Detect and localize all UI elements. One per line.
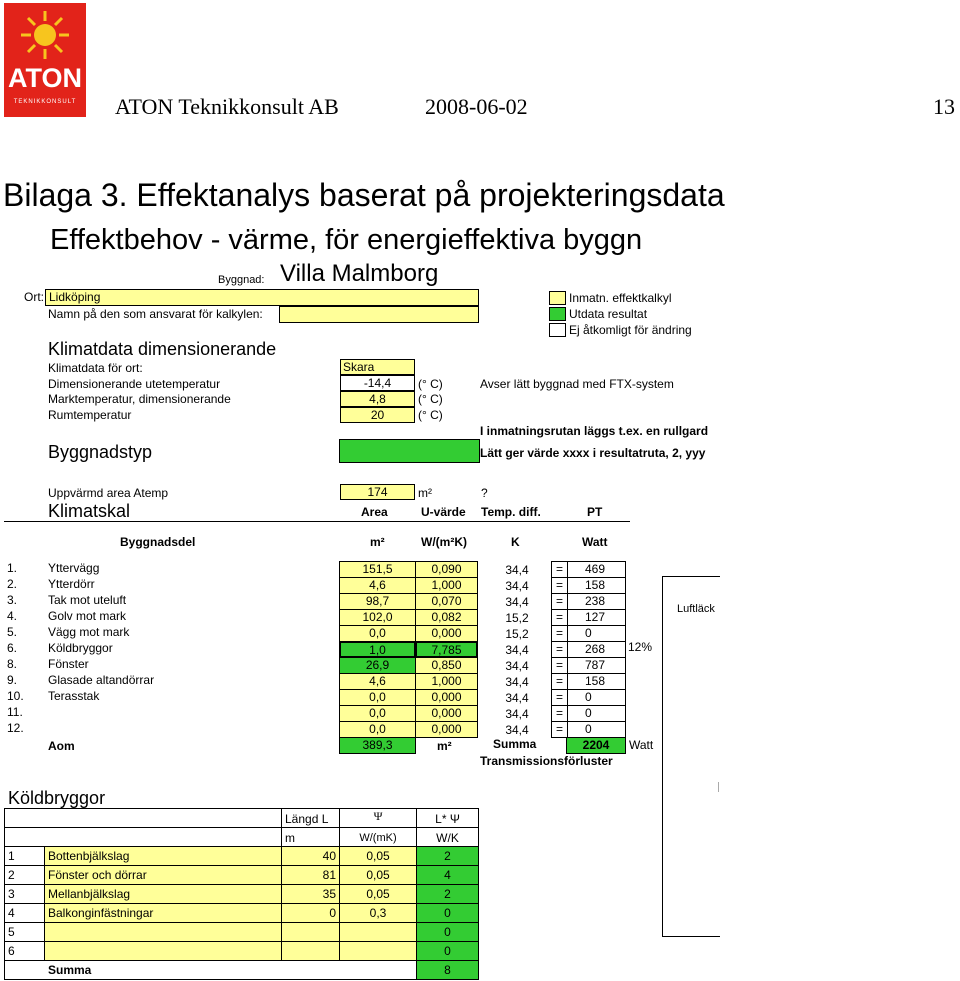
ort-input[interactable] <box>45 289 479 306</box>
kb-row-lpsi: 4 <box>416 865 479 885</box>
company-name: ATON Teknikkonsult AB <box>115 94 339 119</box>
kb-unit-blank <box>4 827 282 847</box>
page-title: Bilaga 3. Effektanalys baserat på projekteringsdata <box>3 177 725 213</box>
ks-row-u: 7,785 <box>415 641 478 658</box>
kb-row-nr: 6 <box>4 941 45 961</box>
ks-row-name: Golv mot mark <box>48 609 127 623</box>
ks-row-eq: = <box>551 593 568 610</box>
ks-row-eq: = <box>551 641 568 658</box>
legend-swatch-locked <box>549 323 566 337</box>
ks-row-u[interactable]: 0,000 <box>415 721 478 738</box>
sub-byggnadsdel: Byggnadsdel <box>120 535 196 549</box>
ks-row-nr: 12. <box>7 721 24 735</box>
byggnadstyp-output <box>339 439 480 463</box>
ks-row-nr: 8. <box>7 657 18 671</box>
ks-row-name: Fönster <box>48 657 89 671</box>
ks-row-area[interactable]: 0,0 <box>339 721 416 738</box>
klimat-ort-label: Klimatdata för ort: <box>48 361 143 375</box>
kb-unit-wk: W/K <box>416 827 479 847</box>
summa-label: Summa <box>493 737 537 751</box>
ks-row-nr: 3. <box>7 593 18 607</box>
ks-row-pt: 268 <box>567 641 626 658</box>
ks-row-eq: = <box>551 577 568 594</box>
logo-subtext: TEKNIKKONSULT <box>13 99 77 105</box>
ks-row-temp: 15,2 <box>505 627 529 641</box>
koldbryggor-heading: Köldbryggor <box>8 788 106 808</box>
sub-k: K <box>511 535 520 549</box>
ks-row-name: Tak mot uteluft <box>48 593 127 607</box>
ks-row-pt: 127 <box>567 609 626 626</box>
byggnadstyp-label: Byggnadstyp <box>48 442 153 462</box>
ks-row-temp: 34,4 <box>505 707 529 721</box>
kb-summa-label: Summa <box>48 963 92 977</box>
kb-row-name[interactable]: Balkonginfästningar <box>44 903 282 923</box>
klimat-ort-value: Skara <box>343 360 375 374</box>
marktemp-input[interactable]: 4,8 <box>340 391 415 407</box>
kb-row-psi[interactable] <box>339 941 417 961</box>
kb-row-length[interactable]: 0 <box>281 903 340 923</box>
ks-row-area: 26,9 <box>339 657 416 674</box>
ks-row-area[interactable]: 151,5 <box>339 561 416 578</box>
ks-row-eq: = <box>551 561 568 578</box>
kb-row-length[interactable]: 40 <box>281 846 340 866</box>
ks-row-name: Köldbryggor <box>48 641 113 655</box>
ks-row-pt: 0 <box>567 625 626 642</box>
luftlack-panel <box>662 576 720 937</box>
luftlack-label: Luftläck <box>677 603 715 615</box>
rumtemp-label: Rumtemperatur <box>48 408 132 422</box>
kb-row-lpsi: 0 <box>416 941 479 961</box>
ks-row-eq: = <box>551 625 568 642</box>
ks-row-nr: 5. <box>7 625 18 639</box>
sub-watt: Watt <box>582 535 608 549</box>
col-area: Area <box>361 505 388 519</box>
kb-head-psi: Ψ <box>339 808 417 828</box>
ks-row-pt: 0 <box>567 705 626 722</box>
kb-row-psi[interactable] <box>339 922 417 942</box>
ort-value: Lidköping <box>49 290 101 304</box>
ks-row-nr: 10. <box>7 689 24 703</box>
koldbrygga-percent: 12% <box>628 640 653 654</box>
marktemp-unit: (° C) <box>418 392 443 406</box>
note-line-1: I inmatningsrutan läggs t.ex. en rullgard <box>480 424 709 438</box>
klimatdata-heading: Klimatdata dimensionerande <box>48 339 277 359</box>
ks-row-temp: 34,4 <box>505 691 529 705</box>
ks-row-temp: 34,4 <box>505 659 529 673</box>
kb-row-name[interactable]: Bottenbjälkslag <box>44 846 282 866</box>
sun-icon <box>4 5 86 65</box>
col-u: U-värde <box>421 505 466 519</box>
page-subtitle: Effektbehov - värme, för energieffektiva byggn <box>50 224 643 256</box>
ks-row-pt: 158 <box>567 577 626 594</box>
legend-swatch-input <box>549 291 566 305</box>
utetemp-value: -14,4 <box>340 375 415 391</box>
kb-row-nr: 4 <box>4 903 45 923</box>
ks-row-temp: 34,4 <box>505 675 529 689</box>
ks-row-nr: 6. <box>7 641 18 655</box>
ks-row-area[interactable]: 4,6 <box>339 577 416 594</box>
ks-row-eq: = <box>551 705 568 722</box>
ort-label: Ort: <box>24 290 44 304</box>
kb-row-name[interactable]: Fönster och dörrar <box>44 865 282 885</box>
kb-row-nr: 2 <box>4 865 45 885</box>
ks-row-name: Ytterdörr <box>48 577 95 591</box>
ks-row-area[interactable]: 102,0 <box>339 609 416 626</box>
ks-row-u[interactable]: 0,850 <box>415 657 478 674</box>
ks-row-nr: 9. <box>7 673 18 687</box>
ks-row-eq: = <box>551 721 568 738</box>
ks-row-eq: = <box>551 673 568 690</box>
company-logo <box>4 3 86 117</box>
ks-row-pt: 0 <box>567 721 626 738</box>
kb-row-length[interactable]: 81 <box>281 865 340 885</box>
kb-row-lpsi: 2 <box>416 884 479 904</box>
kb-head-lpsi: L* Ψ <box>416 808 479 828</box>
ks-row-nr: 4. <box>7 609 18 623</box>
logo-text: ATON <box>8 63 82 93</box>
kb-row-psi[interactable]: 0,3 <box>339 903 417 923</box>
ks-row-name: Yttervägg <box>48 561 100 575</box>
ansvarig-input[interactable] <box>279 306 479 323</box>
col-temp: Temp. diff. <box>481 505 541 519</box>
ks-row-temp: 34,4 <box>505 643 529 657</box>
rumtemp-unit: (° C) <box>418 408 443 422</box>
col-pt: PT <box>587 505 603 519</box>
kb-row-nr: 5 <box>4 922 45 942</box>
ks-row-u[interactable]: 0,082 <box>415 609 478 626</box>
kb-row-name[interactable] <box>44 922 282 942</box>
aom-label: Aom <box>48 739 75 753</box>
klimatskal-underline <box>4 521 630 522</box>
ks-row-area[interactable]: 4,6 <box>339 673 416 690</box>
kb-unit-wmk: W/(mK) <box>339 827 417 847</box>
ks-row-pt: 158 <box>567 673 626 690</box>
byggnad-value[interactable]: Villa Malmborg <box>280 260 439 287</box>
note-line-2: Lätt ger värde xxxx i resultatruta, 2, yyy <box>480 446 706 460</box>
ks-row-u[interactable]: 0,090 <box>415 561 478 578</box>
legend-label-output: Utdata resultat <box>569 307 648 321</box>
ks-row-pt: 469 <box>567 561 626 578</box>
ks-row-temp: 34,4 <box>505 723 529 737</box>
kb-row-length[interactable]: 35 <box>281 884 340 904</box>
aom-value: 389,3 <box>339 737 416 754</box>
ks-row-name: Terasstak <box>48 689 100 703</box>
atemp-unit: m² <box>418 486 432 500</box>
aom-unit: m² <box>437 739 452 753</box>
ks-row-eq: = <box>551 689 568 706</box>
page-number: 13 <box>933 94 955 119</box>
ks-row-area[interactable]: 0,0 <box>339 625 416 642</box>
ks-row-pt: 238 <box>567 593 626 610</box>
kb-row-name[interactable]: Mellanbjälkslag <box>44 884 282 904</box>
ks-row-temp: 34,4 <box>505 579 529 593</box>
klimat-note: Avser lätt byggnad med FTX-system <box>480 377 674 391</box>
ansvarig-label: Namn på den som ansvarat för kalkylen: <box>48 307 263 321</box>
ks-row-area[interactable]: 0,0 <box>339 689 416 706</box>
divider-mark <box>718 782 719 792</box>
kb-row-length[interactable] <box>281 922 340 942</box>
summa-unit: Watt <box>629 738 654 752</box>
header-date: 2008-06-02 <box>425 94 528 119</box>
ks-row-area: 1,0 <box>339 641 416 658</box>
atemp-label: Uppvärmd area Atemp <box>48 486 169 500</box>
ks-row-u[interactable]: 1,000 <box>415 673 478 690</box>
kb-row-name[interactable] <box>44 941 282 961</box>
kb-row-nr: 3 <box>4 884 45 904</box>
ks-row-nr: 2. <box>7 577 18 591</box>
ks-row-area[interactable]: 98,7 <box>339 593 416 610</box>
ks-row-name: Vägg mot mark <box>48 625 130 639</box>
ks-row-nr: 11. <box>7 705 23 719</box>
ks-row-u[interactable]: 0,000 <box>415 625 478 642</box>
klimatskal-heading: Klimatskal <box>48 501 131 521</box>
kb-row-lpsi: 0 <box>416 922 479 942</box>
sub-m2: m² <box>370 535 385 549</box>
summa-value: 2204 <box>566 737 626 754</box>
byggnad-label: Byggnad: <box>218 274 265 286</box>
ks-row-temp: 15,2 <box>505 611 529 625</box>
transmission-label: Transmissionsförluster <box>480 754 613 768</box>
ks-row-area[interactable]: 0,0 <box>339 705 416 722</box>
ks-row-nr: 1. <box>7 561 18 575</box>
sub-wm2k: W/(m²K) <box>421 535 467 549</box>
legend-swatch-output <box>549 307 566 321</box>
kb-row-lpsi: 2 <box>416 846 479 866</box>
ks-row-pt: 0 <box>567 689 626 706</box>
ks-row-u[interactable]: 0,070 <box>415 593 478 610</box>
ks-row-u[interactable]: 0,000 <box>415 705 478 722</box>
kb-head-blank <box>4 808 282 828</box>
rumtemp-input[interactable]: 20 <box>340 407 415 423</box>
marktemp-label: Marktemperatur, dimensionerande <box>48 392 231 406</box>
kb-row-length[interactable] <box>281 941 340 961</box>
atemp-input[interactable]: 174 <box>340 484 415 500</box>
atemp-question: ? <box>481 486 488 500</box>
ks-row-eq: = <box>551 657 568 674</box>
ks-row-temp: 34,4 <box>505 563 529 577</box>
kb-summa-value: 8 <box>416 960 479 980</box>
kb-row-nr: 1 <box>4 846 45 866</box>
legend-label-locked: Ej åtkomligt för ändring <box>569 323 692 337</box>
utetemp-unit: (° C) <box>418 377 443 391</box>
legend-label-input: Inmatn. effektkalkyl <box>569 291 672 305</box>
ks-row-temp: 34,4 <box>505 595 529 609</box>
kb-row-psi[interactable]: 0,05 <box>339 884 417 904</box>
ks-row-eq: = <box>551 609 568 626</box>
kb-row-psi[interactable]: 0,05 <box>339 846 417 866</box>
ks-row-pt: 787 <box>567 657 626 674</box>
kb-unit-m: m <box>281 827 340 847</box>
ks-row-name: Glasade altandörrar <box>48 673 155 687</box>
kb-head-langd: Längd L <box>281 808 340 828</box>
ks-row-u[interactable]: 0,000 <box>415 689 478 706</box>
ks-row-u[interactable]: 1,000 <box>415 577 478 594</box>
kb-row-psi[interactable]: 0,05 <box>339 865 417 885</box>
utetemp-label: Dimensionerande utetemperatur <box>48 377 221 391</box>
klimat-ort-input[interactable] <box>340 359 415 375</box>
kb-row-lpsi: 0 <box>416 903 479 923</box>
